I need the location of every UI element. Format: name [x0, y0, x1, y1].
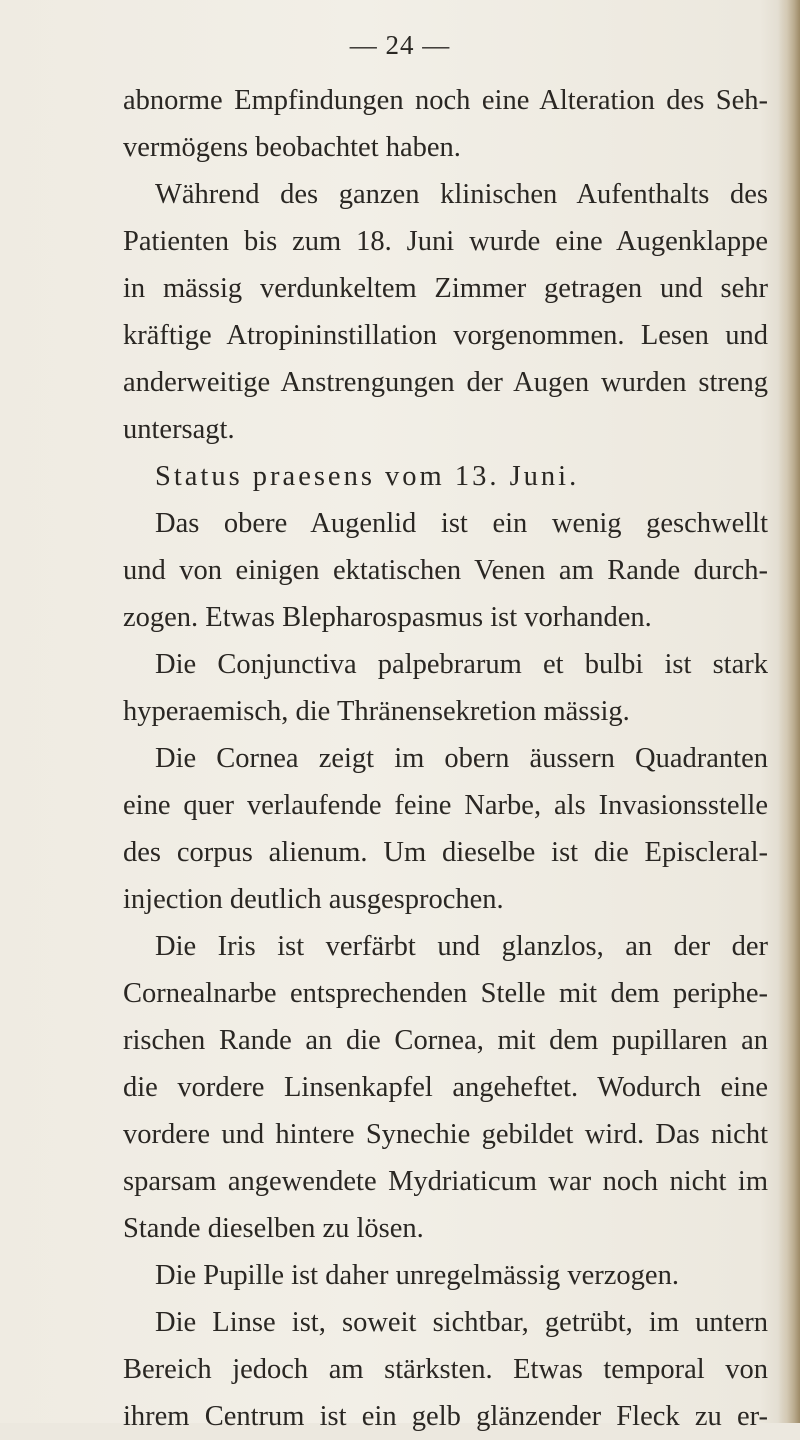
text-line: anderweitige Anstrengungen der Augen wurden streng [123, 367, 768, 398]
text-line: in mässig verdunkeltem Zimmer getragen und sehr [123, 273, 768, 304]
text-line: eine quer verlaufende feine Narbe, als Invasionsstelle [123, 790, 768, 821]
text-line: abnorme Empfindungen noch eine Alteration des Seh- [123, 85, 768, 116]
text-line: sparsam angewendete Mydriaticum war noch nicht im [123, 1166, 768, 1197]
text-line: die vordere Linsenkapfel angeheftet. Wodurch eine [123, 1072, 768, 1103]
text-line: vermögens beobachtet haben. [123, 132, 461, 163]
text-line: Bereich jedoch am stärksten. Etwas temporal von [123, 1354, 768, 1385]
page-number: — 24 — [349, 30, 451, 60]
text-line: Während des ganzen klinischen Aufenthalts des [155, 179, 768, 210]
page-edge-shadow [778, 0, 800, 1423]
text-line: Stande dieselben zu lösen. [123, 1213, 424, 1244]
body-text [123, 77, 768, 1440]
text-line: kräftige Atropininstillation vorgenommen. Lesen und [123, 320, 768, 351]
text-line: Die Pupille ist daher unregelmässig verzogen. [155, 1260, 679, 1291]
text-line: hyperaemisch, die Thränensekretion mässig. [123, 696, 630, 727]
text-line: Die Iris ist verfärbt und glanzlos, an der der [155, 931, 768, 962]
text-line: Cornealnarbe entsprechenden Stelle mit dem periphe- [123, 978, 768, 1009]
text-line: untersagt. [123, 414, 235, 445]
text-line: Die Cornea zeigt im obern äussern Quadranten [155, 743, 768, 774]
text-line: ihrem Centrum ist ein gelb glänzender Fleck zu er- [123, 1401, 768, 1432]
text-line: Die Conjunctiva palpebrarum et bulbi ist stark [155, 649, 768, 680]
text-line: zogen. Etwas Blepharospasmus ist vorhanden. [123, 602, 652, 633]
text-line: injection deutlich ausgesprochen. [123, 884, 504, 915]
text-line: Patienten bis zum 18. Juni wurde eine Augenklappe [123, 226, 768, 257]
text-line: vordere und hintere Synechie gebildet wird. Das nicht [123, 1119, 768, 1150]
section-heading-line: Status praesens vom 13. Juni. [155, 461, 580, 492]
text-line: und von einigen ektatischen Venen am Rande durch- [123, 555, 768, 586]
text-line: des corpus alienum. Um dieselbe ist die Episcleral- [123, 837, 768, 868]
text-line: rischen Rande an die Cornea, mit dem pupillaren an [123, 1025, 768, 1056]
text-line: Die Linse ist, soweit sichtbar, getrübt, im untern [155, 1307, 768, 1338]
text-line: Das obere Augenlid ist ein wenig geschwellt [155, 508, 768, 539]
